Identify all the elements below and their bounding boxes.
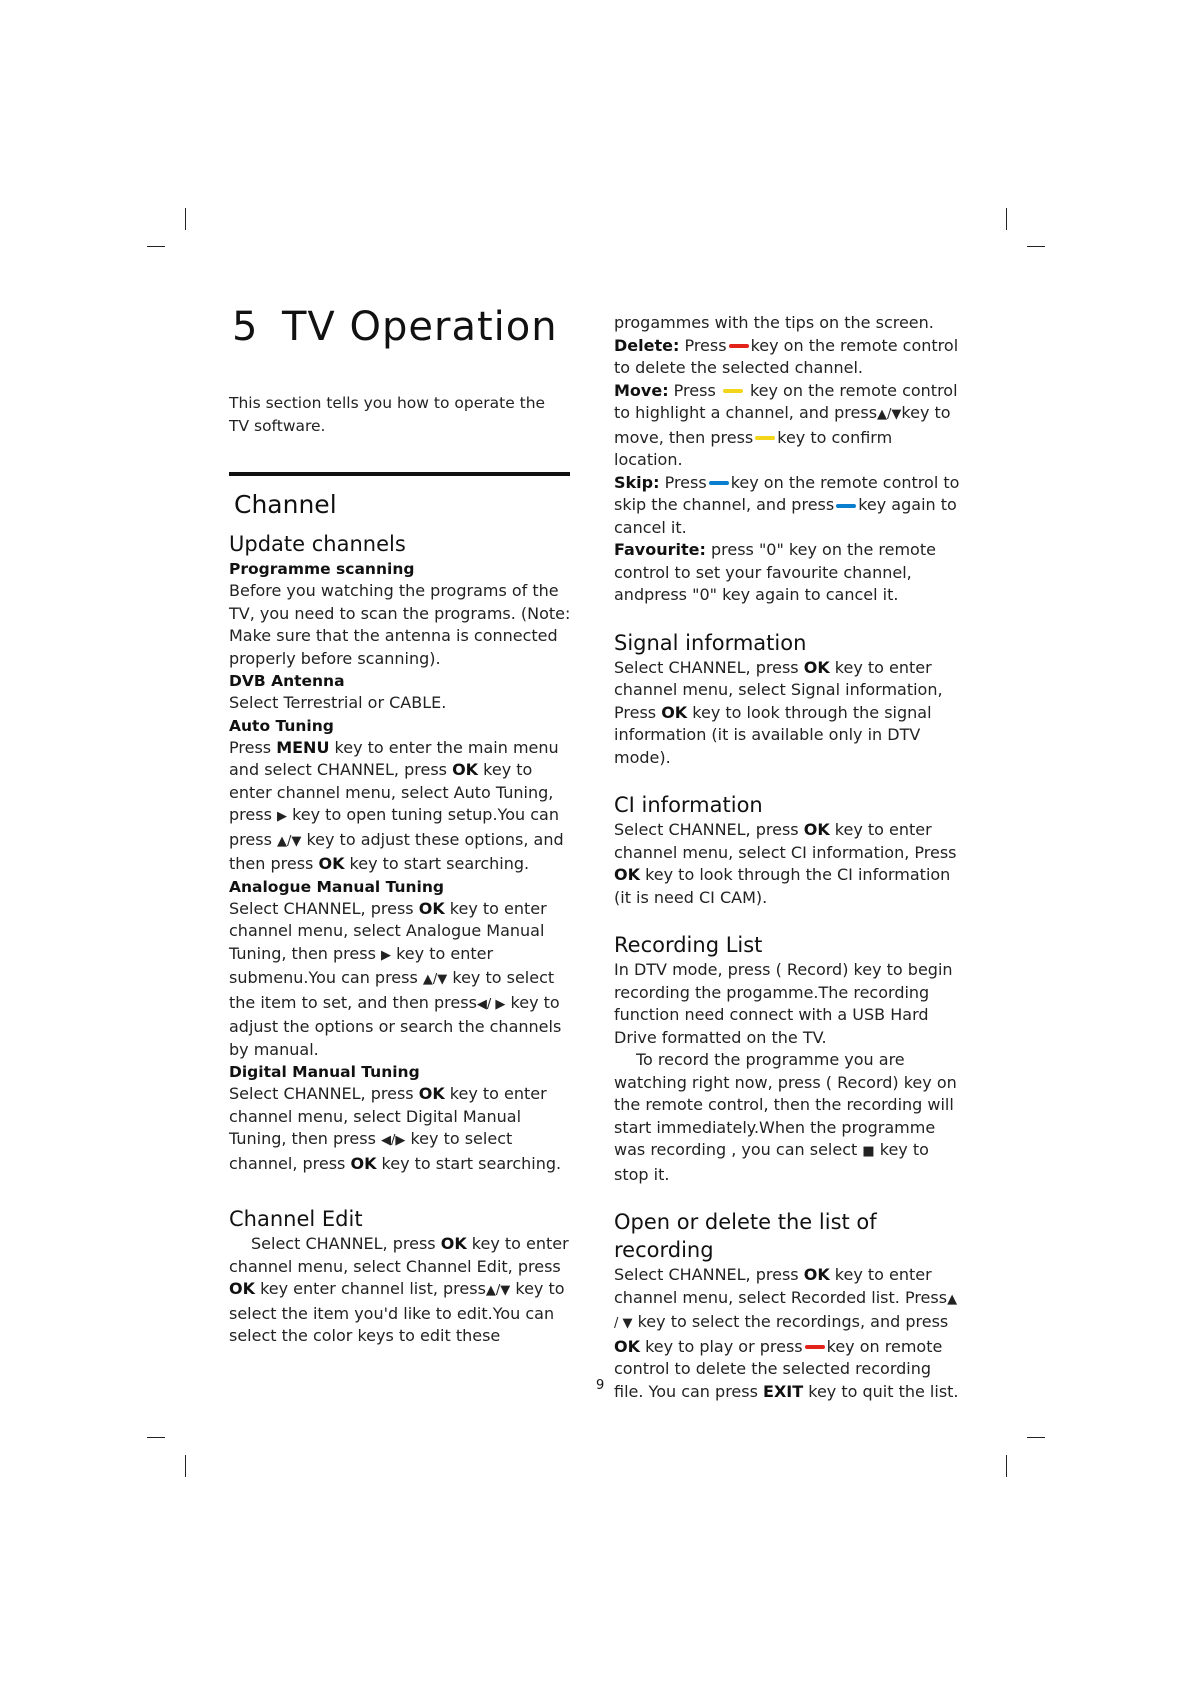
text-favourite: Favourite: press "0" key on the remote control to set your favourite channel, andpress "0" key again to cancel it. [614, 540, 936, 604]
right-arrow-icon: ▶ [381, 947, 392, 963]
up-down-arrow-icon: ▲ / ▼ [614, 1291, 958, 1331]
text-open-delete-recording: Select CHANNEL, press OK key to enter channel menu, select Recorded list. Press▲ / ▼ key to select the recordings, and press OK key to play or press key on remote control to delete the selected recording file. You can press EXIT key to quit the list. [614, 1265, 959, 1401]
text-dvb-antenna: Select Terrestrial or CABLE. [229, 693, 447, 712]
section-title: Channel [234, 490, 337, 519]
crop-mark [185, 208, 186, 230]
blue-key-icon [709, 481, 729, 485]
yellow-key-icon [723, 389, 743, 393]
chapter-title-text: TV Operation [282, 304, 558, 350]
crop-mark [147, 246, 165, 247]
key-menu: MENU [276, 737, 330, 757]
key-ok: OK [614, 1336, 640, 1356]
key-exit: EXIT [763, 1381, 804, 1401]
key-ok: OK [418, 898, 445, 918]
label-skip: Skip: [614, 472, 660, 492]
label-favourite: Favourite: [614, 540, 706, 559]
key-ok: OK [350, 1153, 377, 1173]
stop-icon: ■ [862, 1144, 875, 1159]
section-divider [229, 472, 570, 476]
red-key-icon [805, 1345, 825, 1349]
chapter-title [232, 304, 558, 350]
chapter-intro: This section tells you how to operate the TV software. [229, 394, 546, 435]
key-ok: OK [803, 657, 830, 677]
text-continuation: progammes with the tips on the screen. [614, 313, 934, 332]
label-programme-scanning: Programme scanning [229, 560, 415, 578]
left-right-arrow-icon: ◀/ ▶ [476, 996, 506, 1012]
text-channel-edit: Select CHANNEL, press OK key to enter channel menu, select Channel Edit, press OK key enter channel list, press▲/▼ key to select the item you'd like to edit.You can select the color keys to edit these [229, 1234, 569, 1345]
text-ci-information: Select CHANNEL, press OK key to enter channel menu, select CI information, Press OK key to look through the CI information (it is need CI CAM). [614, 820, 957, 907]
crop-mark [1006, 1455, 1007, 1477]
text-skip: Skip: Press key on the remote control to skip the channel, and press key again to cancel it. [614, 472, 960, 537]
key-ok: OK [614, 865, 640, 884]
label-auto-tuning: Auto Tuning [229, 716, 334, 735]
heading-ci-information: CI information [614, 793, 763, 817]
blue-key-icon [836, 504, 856, 508]
right-arrow-icon: ▶ [276, 809, 287, 824]
up-down-arrow-icon: ▲/▼ [485, 1283, 511, 1298]
yellow-key-icon [755, 436, 775, 440]
label-analogue-manual-tuning: Analogue Manual Tuning [229, 877, 444, 896]
heading-signal-information: Signal information [614, 630, 807, 655]
right-column [614, 312, 964, 1403]
page-number: 9 [596, 1378, 605, 1393]
text-signal-information: Select CHANNEL, press OK key to enter channel menu, select Signal information, Press OK key to look through the signal information (it is available only in DTV mode). [614, 657, 943, 767]
key-ok: OK [318, 854, 345, 873]
text-analogue-manual-tuning: Select CHANNEL, press OK key to enter channel menu, select Analogue Manual Tuning, then press ▶ key to enter submenu.You can press ▲/▼ key to select the item to set, and then press◀/ ▶ key to adjust the options or search the channels by manual. [229, 898, 562, 1059]
left-column [229, 530, 574, 1348]
up-down-arrow-icon: ▲/▼ [422, 972, 448, 987]
crop-mark [185, 1455, 186, 1477]
text-digital-manual-tuning: Select CHANNEL, press OK key to enter channel menu, select Digital Manual Tuning, then press ◀/▶ key to select channel, press OK key to start searching. [229, 1084, 562, 1173]
key-ok: OK [661, 702, 688, 722]
text-programme-scanning: Before you watching the programs of the TV, you need to scan the programs. (Note: Make sure that the antenna is connected properly before scanning). [229, 581, 571, 668]
heading-update-channels: Update channels [229, 532, 406, 556]
heading-recording-list: Recording List [614, 933, 763, 957]
label-delete: Delete: [614, 335, 680, 355]
left-right-arrow-icon: ◀/▶ [381, 1133, 406, 1148]
text-auto-tuning: Press MENU key to enter the main menu and select CHANNEL, press OK key to enter channel menu, select Auto Tuning, press ▶ key to open tuning setup.You can press ▲/▼ key to adjust these options, and then press OK key to start searching. [229, 737, 564, 873]
crop-mark [1006, 208, 1007, 230]
label-digital-manual-tuning: Digital Manual Tuning [229, 1063, 420, 1081]
key-ok: OK [803, 1265, 830, 1284]
text-recording-list-1: In DTV mode, press ( Record) key to begin recording the progamme.The recording function need connect with a USB Hard Drive formatted on the TV. [614, 960, 953, 1047]
label-move: Move: [614, 380, 669, 400]
key-ok: OK [440, 1234, 467, 1253]
key-ok: OK [803, 820, 830, 839]
key-ok: OK [418, 1084, 445, 1103]
crop-mark [1027, 246, 1045, 247]
up-down-arrow-icon: ▲/▼ [276, 833, 302, 849]
red-key-icon [729, 344, 749, 348]
text-delete: Delete: Press key on the remote control to delete the selected channel. [614, 335, 959, 377]
up-down-arrow-icon: ▲/▼ [877, 407, 902, 422]
key-ok: OK [452, 760, 479, 779]
label-dvb-antenna: DVB Antenna [229, 672, 345, 690]
crop-mark [147, 1437, 165, 1438]
heading-channel-edit: Channel Edit [229, 1207, 363, 1231]
key-ok: OK [229, 1279, 255, 1298]
text-move: Move: Press key on the remote control to highlight a channel, and press▲/▼key to move, then press key to confirm location. [614, 380, 958, 469]
chapter-number: 5 [232, 304, 259, 350]
text-recording-list-2: To record the programme you are watching right now, press ( Record) key on the remote control, then the recording will start immediately.When the programme was recording , you can select ■ key to stop it. [614, 1050, 957, 1184]
heading-open-delete-recording: Open or delete the list of recording [614, 1210, 877, 1262]
crop-mark [1027, 1437, 1045, 1438]
